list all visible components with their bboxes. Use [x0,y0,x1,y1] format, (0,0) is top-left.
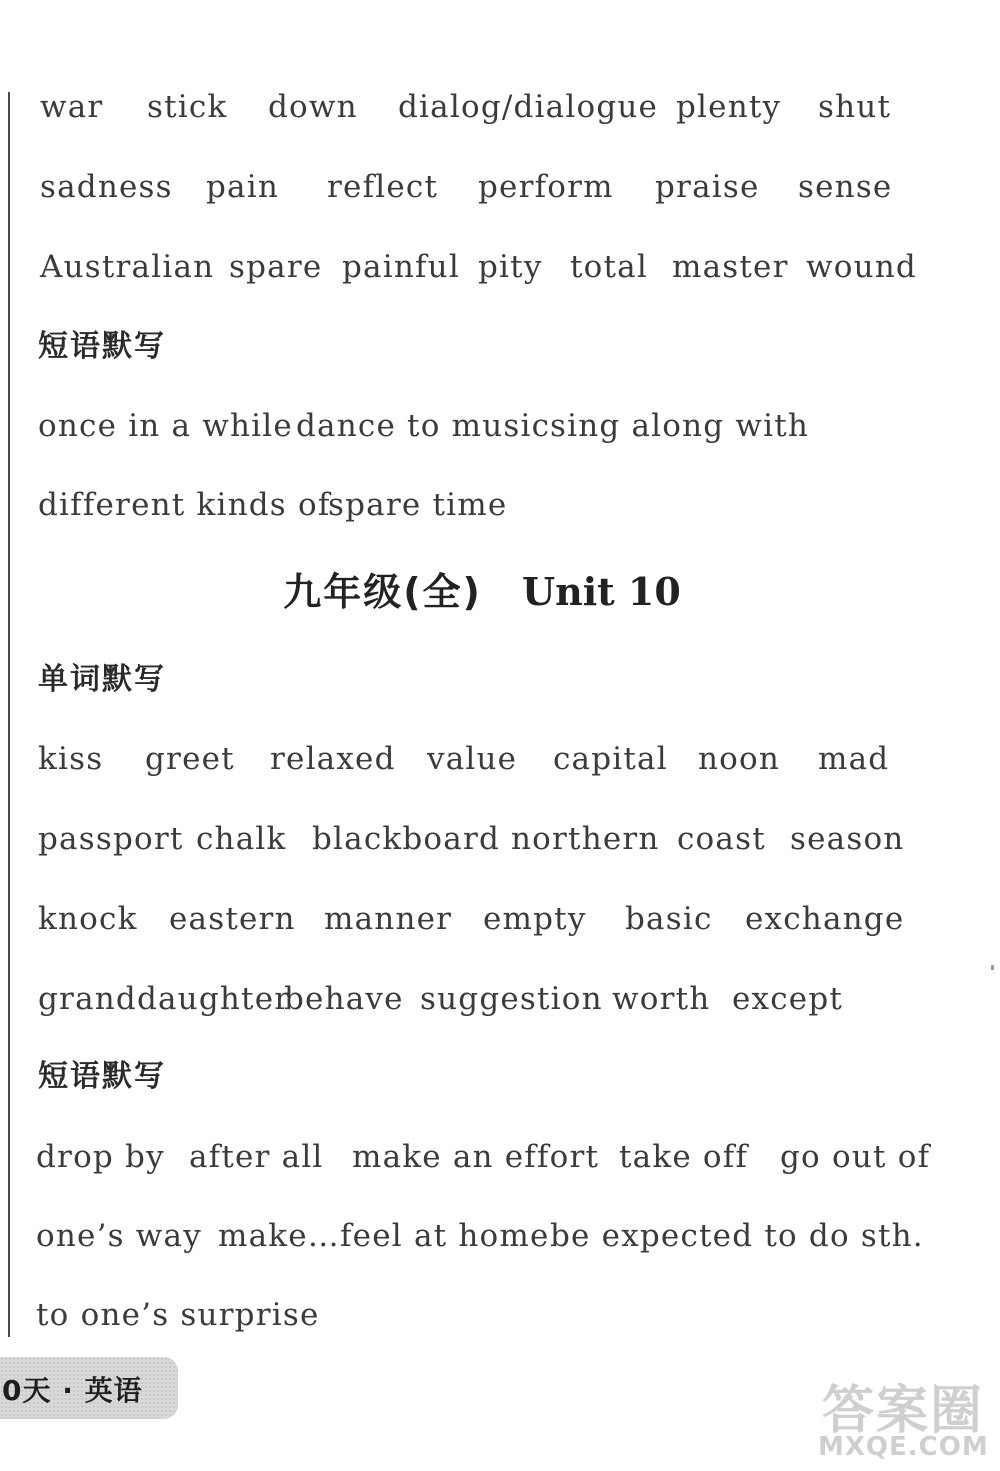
vocab-word: total [570,249,648,285]
vocab-word: wound [806,249,917,285]
phrase: to one’s surprise [36,1297,320,1333]
vocab-word: northern [511,821,660,857]
vocab-word: plenty [676,89,782,125]
vocab-word: eastern [169,901,296,937]
vocab-word: Australian [40,249,215,285]
phrase: take off [619,1139,749,1175]
vocab-word: master [672,249,789,285]
vocab-word: mad [818,741,890,777]
vocab-word: perform [478,169,614,205]
watermark-url: MXQE.COM [818,1432,989,1462]
vocab-word: season [790,821,905,857]
vocab-word: knock [38,901,138,937]
phrase: be expected to do sth. [550,1218,924,1254]
vocab-word: spare [229,249,323,285]
vocab-word: coast [677,821,766,857]
vocab-word: greet [145,741,235,777]
vocab-word: passport [38,821,184,857]
vocab-word: basic [625,901,713,937]
vocab-word: war [40,89,104,125]
vocab-word: worth [612,981,711,1017]
vocab-word: capital [553,741,668,777]
vocab-word: sense [798,169,893,205]
unit-title [0,569,964,614]
vocab-word: kiss [38,741,104,777]
vocab-word: manner [324,901,453,937]
watermark-text: 答案圈 [822,1381,985,1441]
vocab-word: noon [698,741,781,777]
phrase: one’s way [36,1218,202,1254]
unit-label: Unit 10 [521,569,681,614]
vocab-word: painful [342,249,460,285]
vocab-word: shut [818,89,892,125]
phrase: dance to music [296,408,551,444]
vocab-word: value [427,741,518,777]
vocab-word: dialog/dialogue [398,89,659,125]
footer-label: 0天 · 英语 [2,1374,143,1407]
scan-mark [991,965,994,970]
words-heading: 单词默写 [38,662,166,697]
phrase: spare time [328,487,508,523]
phrase: after all [189,1139,324,1175]
phrase: drop by [36,1139,165,1175]
vocab-word: exchange [745,901,905,937]
vocab-word: praise [655,169,760,205]
vocab-word: except [732,981,844,1017]
grade-label: 九年级(全) [283,570,482,614]
phrases-heading: 短语默写 [38,329,166,364]
vocab-word: pain [206,169,280,205]
vocab-word: blackboard [312,821,501,857]
vocab-word: reflect [327,169,439,205]
vocab-word: relaxed [270,741,396,777]
left-margin-rule [8,92,10,1337]
vocab-word: empty [483,901,587,937]
phrase: make an effort [352,1139,600,1175]
watermark [818,1368,996,1468]
vocab-word: behave [284,981,404,1017]
phrase: sing along with [550,408,810,444]
phrases-heading: 短语默写 [38,1059,166,1094]
phrase: once in a while [38,408,293,444]
vocab-word: suggestion [420,981,603,1017]
vocab-word: chalk [196,821,287,857]
phrase: different kinds of [38,487,331,523]
vocab-word: granddaughter [38,981,291,1017]
vocab-word: down [268,89,358,125]
vocab-word: stick [147,89,228,125]
vocab-word: sadness [40,169,173,205]
phrase: go out of [780,1139,931,1175]
phrase: make…feel at home [218,1218,550,1254]
vocab-word: pity [478,249,543,285]
